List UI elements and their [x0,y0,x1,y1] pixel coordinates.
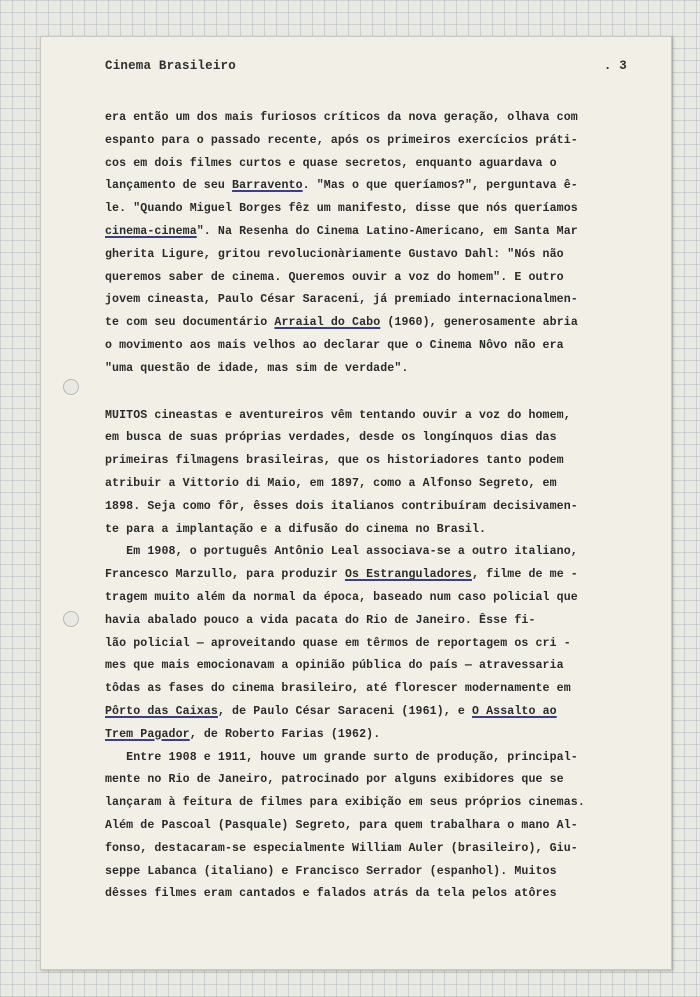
text-line: dêsses filmes eram cantados e falados atrás da tela pelos atôres [105,887,557,901]
film-title-arraial-do-cabo: Arraial do Cabo [274,316,381,330]
text-line: fonso, destacaram-se especialmente William Auler (brasileiro), Giu- [105,841,578,855]
text-line: seppe Labanca (italiano) e Francisco Serrador (espanhol). Muitos [105,864,557,878]
text-line: 1898. Seja como fôr, êsses dois italianos contribuíram decisivamen- [105,499,578,513]
text-line: tragem muito além da normal da época, baseado num caso policial que [105,590,578,604]
text-line [105,701,625,724]
film-title-os-estranguladores: Os Estranguladores [344,568,472,582]
text-fragment: . "Mas o que queríamos?", perguntava ê- [302,179,578,193]
text-line: atribuir a Vittorio di Maio, em 1897, como a Alfonso Segreto, em [105,476,557,490]
text-fragment: , de Roberto Farias (1962). [189,727,381,741]
text-line: jovem cineasta, Paulo César Saraceni, já premiado internacionalmen- [105,293,578,307]
text-line: Além de Pascoal (Pasquale) Segreto, para quem trabalhara o mano Al- [105,818,578,832]
text-line: mente no Rio de Janeiro, patrocinado por alguns exibidores que se [105,773,564,787]
text-fragment: (1960), generosamente abria [380,316,578,330]
term-cinema-cinema: cinema-cinema [105,224,197,238]
text-line: havia abalado pouco a vida pacata do Rio de Janeiro. Êsse fi- [105,613,536,627]
punch-hole [63,611,79,627]
text-fragment: Francesco Marzullo, para produzir [105,568,345,582]
text-line: gherita Ligure, gritou revolucionàriamente Gustavo Dahl: "Nós não [105,247,564,261]
text-line: Em 1908, o português Antônio Leal associava-se a outro italiano, [105,545,578,559]
text-line: era então um dos mais furiosos críticos da nova geração, olhava com [105,111,578,124]
text-line: lão policial — aproveitando quase em têrmos de reportagem os cri - [105,636,571,650]
text-fragment: , de Paulo César Saraceni (1961), e [217,704,472,718]
text-fragment: lançamento de seu [105,179,233,193]
text-line: espanto para o passado recente, após os primeiros exercícios práti- [105,133,578,147]
text-line [105,724,625,747]
punch-hole [63,379,79,395]
text-line: MUITOS cineastas e aventureiros vêm tentando ouvir a voz do homem, [105,408,571,422]
text-line: cos em dois filmes curtos e quase secretos, enquanto aguardava o [105,156,557,170]
text-line [105,564,625,587]
film-title-porto-das-caixas: Pôrto das Caixas [105,704,218,718]
text-line: o movimento aos mais velhos ao declarar que o Cinema Nôvo não era [105,338,564,352]
film-title-o-assalto-ao-trem-pagador: O Assalto ao [472,704,557,718]
text-line: lançaram à feitura de filmes para exibição em seus próprios cinemas. [105,796,585,810]
text-fragment: , filme de me - [472,568,578,582]
typewritten-page [40,36,672,970]
text-line [105,221,625,244]
text-line: mes que mais emocionavam a opinião pública do país — atravessaria [105,659,564,673]
text-line: "uma questão de idade, mas sim de verdade". [105,361,409,375]
page-header [105,59,627,77]
text-line [105,312,625,335]
film-title-barravento: Barravento [232,179,303,193]
text-line: primeiras filmagens brasileiras, que os historiadores tanto podem [105,454,564,468]
text-line [105,175,625,198]
text-line: tôdas as fases do cinema brasileiro, até florescer modernamente em [105,682,571,696]
text-fragment: te com seu documentário [105,316,275,330]
text-line: Entre 1908 e 1911, houve um grande surto de produção, principal- [105,750,578,764]
running-title: Cinema Brasileiro [105,59,236,73]
body-text [105,107,625,906]
text-line: le. "Quando Miguel Borges fêz um manifesto, disse que nós queríamos [105,202,578,216]
film-title-o-assalto-ao-trem-pagador: Trem Pagador [105,727,190,741]
text-line: te para a implantação e a difusão do cinema no Brasil. [105,522,487,536]
text-line: queremos saber de cinema. Queremos ouvir a voz do homem". E outro [105,270,564,284]
text-fragment: ". Na Resenha do Cinema Latino-Americano, em Santa Mar [196,224,578,238]
text-line: em busca de suas próprias verdades, desde os longínquos dias das [105,431,557,445]
page-number: . 3 [603,59,627,73]
